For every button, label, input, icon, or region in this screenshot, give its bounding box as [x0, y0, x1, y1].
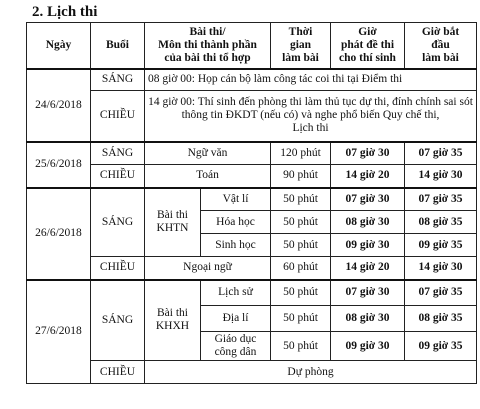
header-distribute-line1: Giờ [358, 25, 377, 38]
duration-cell: 50 phút [271, 306, 331, 332]
group-cell [145, 188, 201, 257]
header-date: Ngày [27, 23, 91, 69]
session-cell: CHIỀU [91, 257, 145, 280]
start-time-cell: 14 giờ 30 [405, 257, 477, 280]
duration-cell: 50 phút [271, 332, 331, 361]
date-cell: 24/6/2018 [27, 69, 91, 142]
subject-cell: Ngữ văn [145, 142, 271, 165]
session-cell: CHIỀU [91, 165, 145, 188]
header-subject-line1: Bài thi/ [189, 25, 226, 38]
start-time-cell: 09 giờ 35 [405, 234, 477, 257]
group-cell [145, 280, 201, 361]
note-line: thông tin ĐKDT (nếu có) và nghe phổ biến Quy chế thi, [181, 109, 440, 122]
note-line: Lịch thi [292, 122, 329, 135]
start-time-cell: 07 giờ 35 [405, 142, 477, 165]
duration-cell: 120 phút [271, 142, 331, 165]
table-row [27, 280, 477, 306]
group-line: KHXH [155, 320, 190, 333]
start-time-cell: 08 giờ 35 [405, 211, 477, 234]
header-subject-line3: của bài thi tổ hợp [164, 51, 251, 64]
header-duration-line1: Thời [288, 25, 313, 38]
section-heading: 2. Lịch thi [32, 4, 98, 20]
session-cell: CHIỀU [91, 361, 145, 384]
start-time-cell: 07 giờ 35 [405, 280, 477, 306]
distribute-time-cell: 08 giờ 30 [331, 306, 405, 332]
duration-cell: 60 phút [271, 257, 331, 280]
group-line: Bài thi [157, 307, 188, 320]
header-duration-line2: gian [289, 38, 312, 51]
exam-schedule-table [26, 22, 477, 384]
header-subject [145, 23, 271, 69]
distribute-time-cell: 09 giờ 30 [331, 332, 405, 361]
header-start-line1: Giờ bắt [421, 25, 460, 38]
note-cell [145, 91, 477, 142]
header-start-time [405, 23, 477, 69]
header-start-line3: làm bài [422, 51, 459, 64]
duration-cell: 50 phút [271, 280, 331, 306]
subject-cell: Toán [145, 165, 271, 188]
note-line: 14 giờ 00: Thí sinh đến phòng thi làm thủ tục dự thi, đính chính sai sót [148, 96, 473, 109]
header-distribute-line2: phát đề thi [340, 38, 395, 51]
session-cell: SÁNG [91, 142, 145, 165]
subject-cell: Hóa học [201, 211, 271, 234]
start-time-cell: 14 giờ 30 [405, 165, 477, 188]
header-subject-line2: Môn thi thành phần [158, 38, 257, 51]
header-distribute-time [331, 23, 405, 69]
duration-cell: 90 phút [271, 165, 331, 188]
date-cell: 25/6/2018 [27, 142, 91, 188]
table-row [27, 165, 477, 188]
start-time-cell: 08 giờ 35 [405, 306, 477, 332]
subject-cell: Ngoại ngữ [145, 257, 271, 280]
duration-cell: 50 phút [271, 234, 331, 257]
duration-cell: 50 phút [271, 188, 331, 211]
session-cell: SÁNG [91, 280, 145, 361]
distribute-time-cell: 14 giờ 20 [331, 165, 405, 188]
start-time-cell: 07 giờ 35 [405, 188, 477, 211]
distribute-time-cell: 07 giờ 30 [331, 280, 405, 306]
distribute-time-cell: 08 giờ 30 [331, 211, 405, 234]
distribute-time-cell: 07 giờ 30 [331, 142, 405, 165]
date-cell: 27/6/2018 [27, 280, 91, 384]
header-distribute-line3: cho thí sinh [339, 51, 396, 64]
header-session: Buổi [91, 23, 145, 69]
session-cell: SÁNG [91, 188, 145, 257]
table-row [27, 361, 477, 384]
session-cell: CHIỀU [91, 91, 145, 142]
subject-cell: Vật lí [201, 188, 271, 211]
subject-cell: Địa lí [201, 306, 271, 332]
group-line: KHTN [156, 222, 189, 235]
table-row [27, 142, 477, 165]
table-row [27, 188, 477, 211]
date-cell: 26/6/2018 [27, 188, 91, 280]
subject-cell: Lịch sử [201, 280, 271, 306]
subject-line: Giáo dục [214, 333, 257, 345]
header-start-line2: đầu [431, 38, 450, 51]
distribute-time-cell: 09 giờ 30 [331, 234, 405, 257]
duration-cell: 50 phút [271, 211, 331, 234]
subject-line: công dân [214, 346, 257, 358]
start-time-cell: 09 giờ 35 [405, 332, 477, 361]
note-cell: Dự phòng [145, 361, 477, 384]
table-row [27, 257, 477, 280]
distribute-time-cell: 07 giờ 30 [331, 188, 405, 211]
header-row [27, 23, 477, 69]
table-row [27, 91, 477, 142]
group-line: Bài thi [157, 209, 188, 222]
distribute-time-cell: 14 giờ 20 [331, 257, 405, 280]
session-cell: SÁNG [91, 69, 145, 91]
header-duration-line3: làm bài [282, 51, 319, 64]
note-cell: 08 giờ 00: Họp cán bộ làm công tác coi thi tại Điểm thi [145, 69, 477, 91]
table-row [27, 69, 477, 91]
subject-cell: Sinh học [201, 234, 271, 257]
subject-cell [201, 332, 271, 361]
header-duration [271, 23, 331, 69]
